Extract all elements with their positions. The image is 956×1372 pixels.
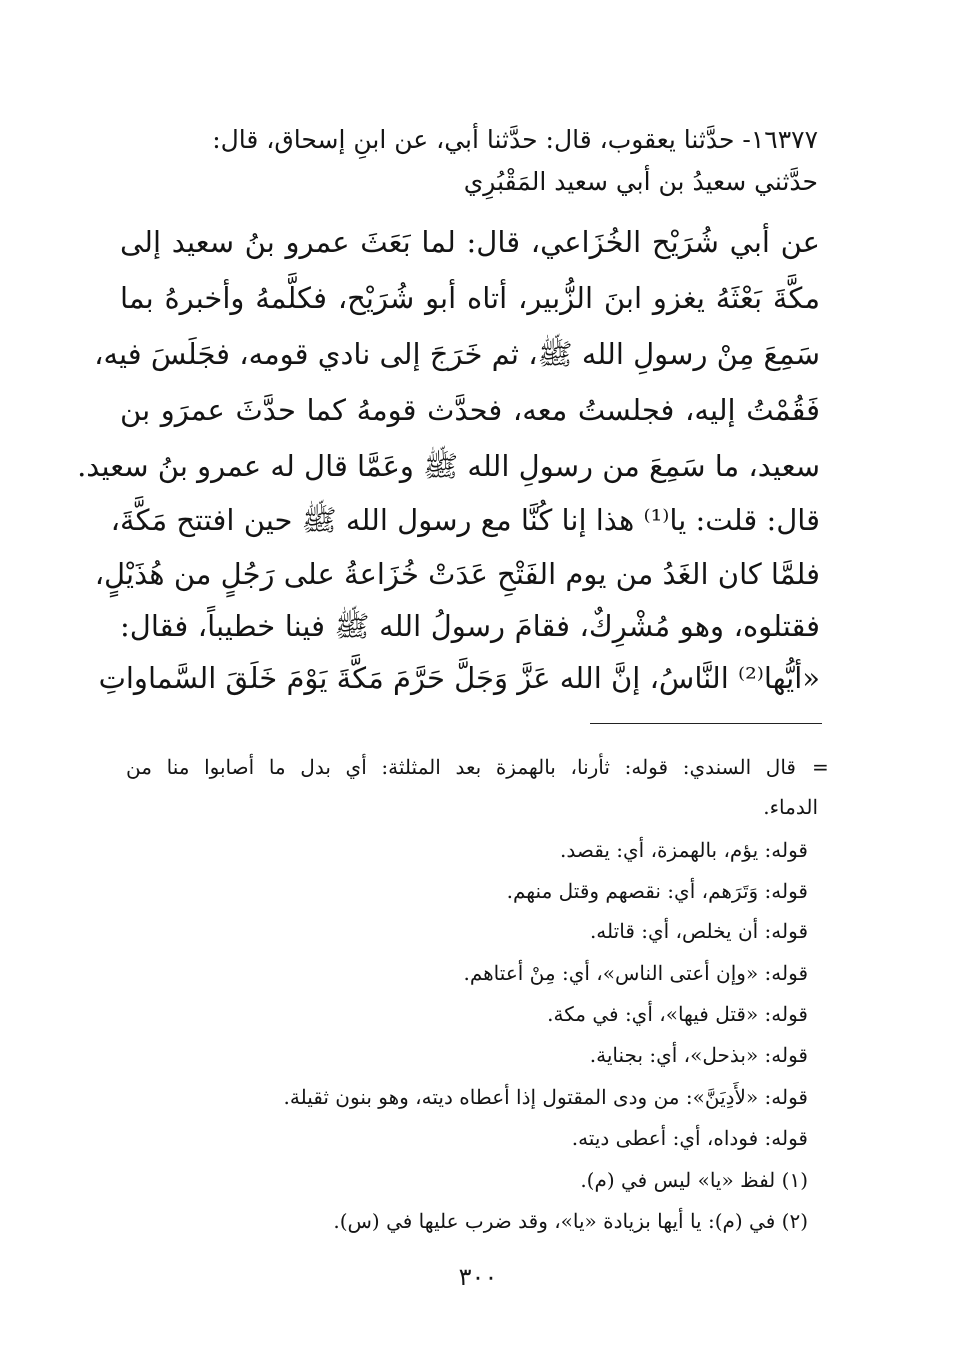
hadith-text-line-9: «أيُّها⁽²⁾ النَّاسُ، إنَّ الله عَزَّ وَجَلَّ حَرَّمَ مَكَّةَ يَوْمَ خَلَقَ السَّماواتِ: [98, 661, 820, 695]
footnote-line: قوله: «بذحل»، أي: بجناية.: [589, 1043, 808, 1067]
footnote-line: قال السندي: قوله: ثأرنا، بالهمزة بعد المثلثة: أي بدل ما أصابوا منا من: [126, 755, 796, 779]
hadith-text-line-1: عن أبي شُرَيْح الخُزَاعي، قال: لما بَعَثَ عمرو بنُ سعيد إلى: [120, 225, 820, 259]
hadith-text-line-2: مكَّةَ بَعْثَهُ يغزو ابنَ الزُّبير، أتاه أبو شُرَيْح، فكلَّمهُ وأخبرهُ بما: [120, 281, 820, 315]
hadith-sanad-line-1: ١٦٣٧٧- حدَّثنا يعقوب، قال: حدَّثنا أبي، عن ابنِ إسحاق، قال:: [212, 125, 818, 154]
footnote-continuation-mark: =: [812, 755, 829, 779]
hadith-text-line-5: سعيد، ما سَمِعَ من رسولِ الله ﷺ وعَمَّا قال له عمرو بنُ سعيد.: [77, 449, 820, 483]
hadith-text-line-4: فَقُمْتُ إليه، فجلستُ معه، فحدَّث قومهُ كما حدَّثَ عمرَو بن: [120, 393, 820, 427]
footnote-line: قوله: فوداه، أي: أعطى ديته.: [571, 1126, 808, 1150]
footnote-line: (٢) في (م): يا أيها بزيادة «يا»، وقد ضرب عليها في (س).: [333, 1209, 808, 1233]
page-number: ٣٠٠: [458, 1263, 498, 1291]
hadith-text-line-8: فقتلوه، وهو مُشْرِكٌ، فقامَ رسولُ الله ﷺ فينا خطيباً، فقال:: [120, 609, 820, 643]
footnote-line: قوله: «قتل فيها»، أي: في مكة.: [547, 1002, 808, 1026]
footnote-line: قوله: «لأَدِيَنَّ»: من ودى المقتول إذا أعطاه ديته، وهو بنون ثقيلة.: [283, 1085, 808, 1109]
footnote-line: (١) لفظ «يا» ليس في (م).: [580, 1168, 808, 1192]
footnote-line: قوله: أن يخلص، أي: قاتله.: [589, 919, 808, 943]
footnote-line: قوله: وَتَرَهم، أي: نقصهم وقتل منهم.: [506, 879, 808, 903]
hadith-sanad-line-2: حدَّثني سعيدُ بن أبي سعيد المَقْبُرِي: [463, 167, 818, 196]
hadith-text-line-3: سَمِعَ مِنْ رسولِ الله ﷺ، ثم خَرَجَ إلى نادي قومه، فجَلَسَ فيه،: [94, 337, 820, 371]
footnote-line: قوله: يؤم، بالهمزة، أي: يقصد.: [560, 838, 808, 862]
footnote-separator: [590, 723, 822, 724]
footnote-line: قوله: «وإن أعتى الناس»، أي: مِنْ أعتاهم.: [463, 961, 808, 985]
footnote-line: الدماء.: [763, 795, 818, 819]
hadith-text-line-6: قال: قلت: يا⁽¹⁾ هذا إنا كُنَّا مع رسول الله ﷺ حين افتتح مَكَّةَ،: [110, 503, 820, 537]
hadith-text-line-7: فلمَّا كان الغَدُ من يوم الفَتْحِ عَدَتْ خُزَاعةُ على رَجُلٍ من هُذَيْلٍ،: [94, 557, 820, 591]
